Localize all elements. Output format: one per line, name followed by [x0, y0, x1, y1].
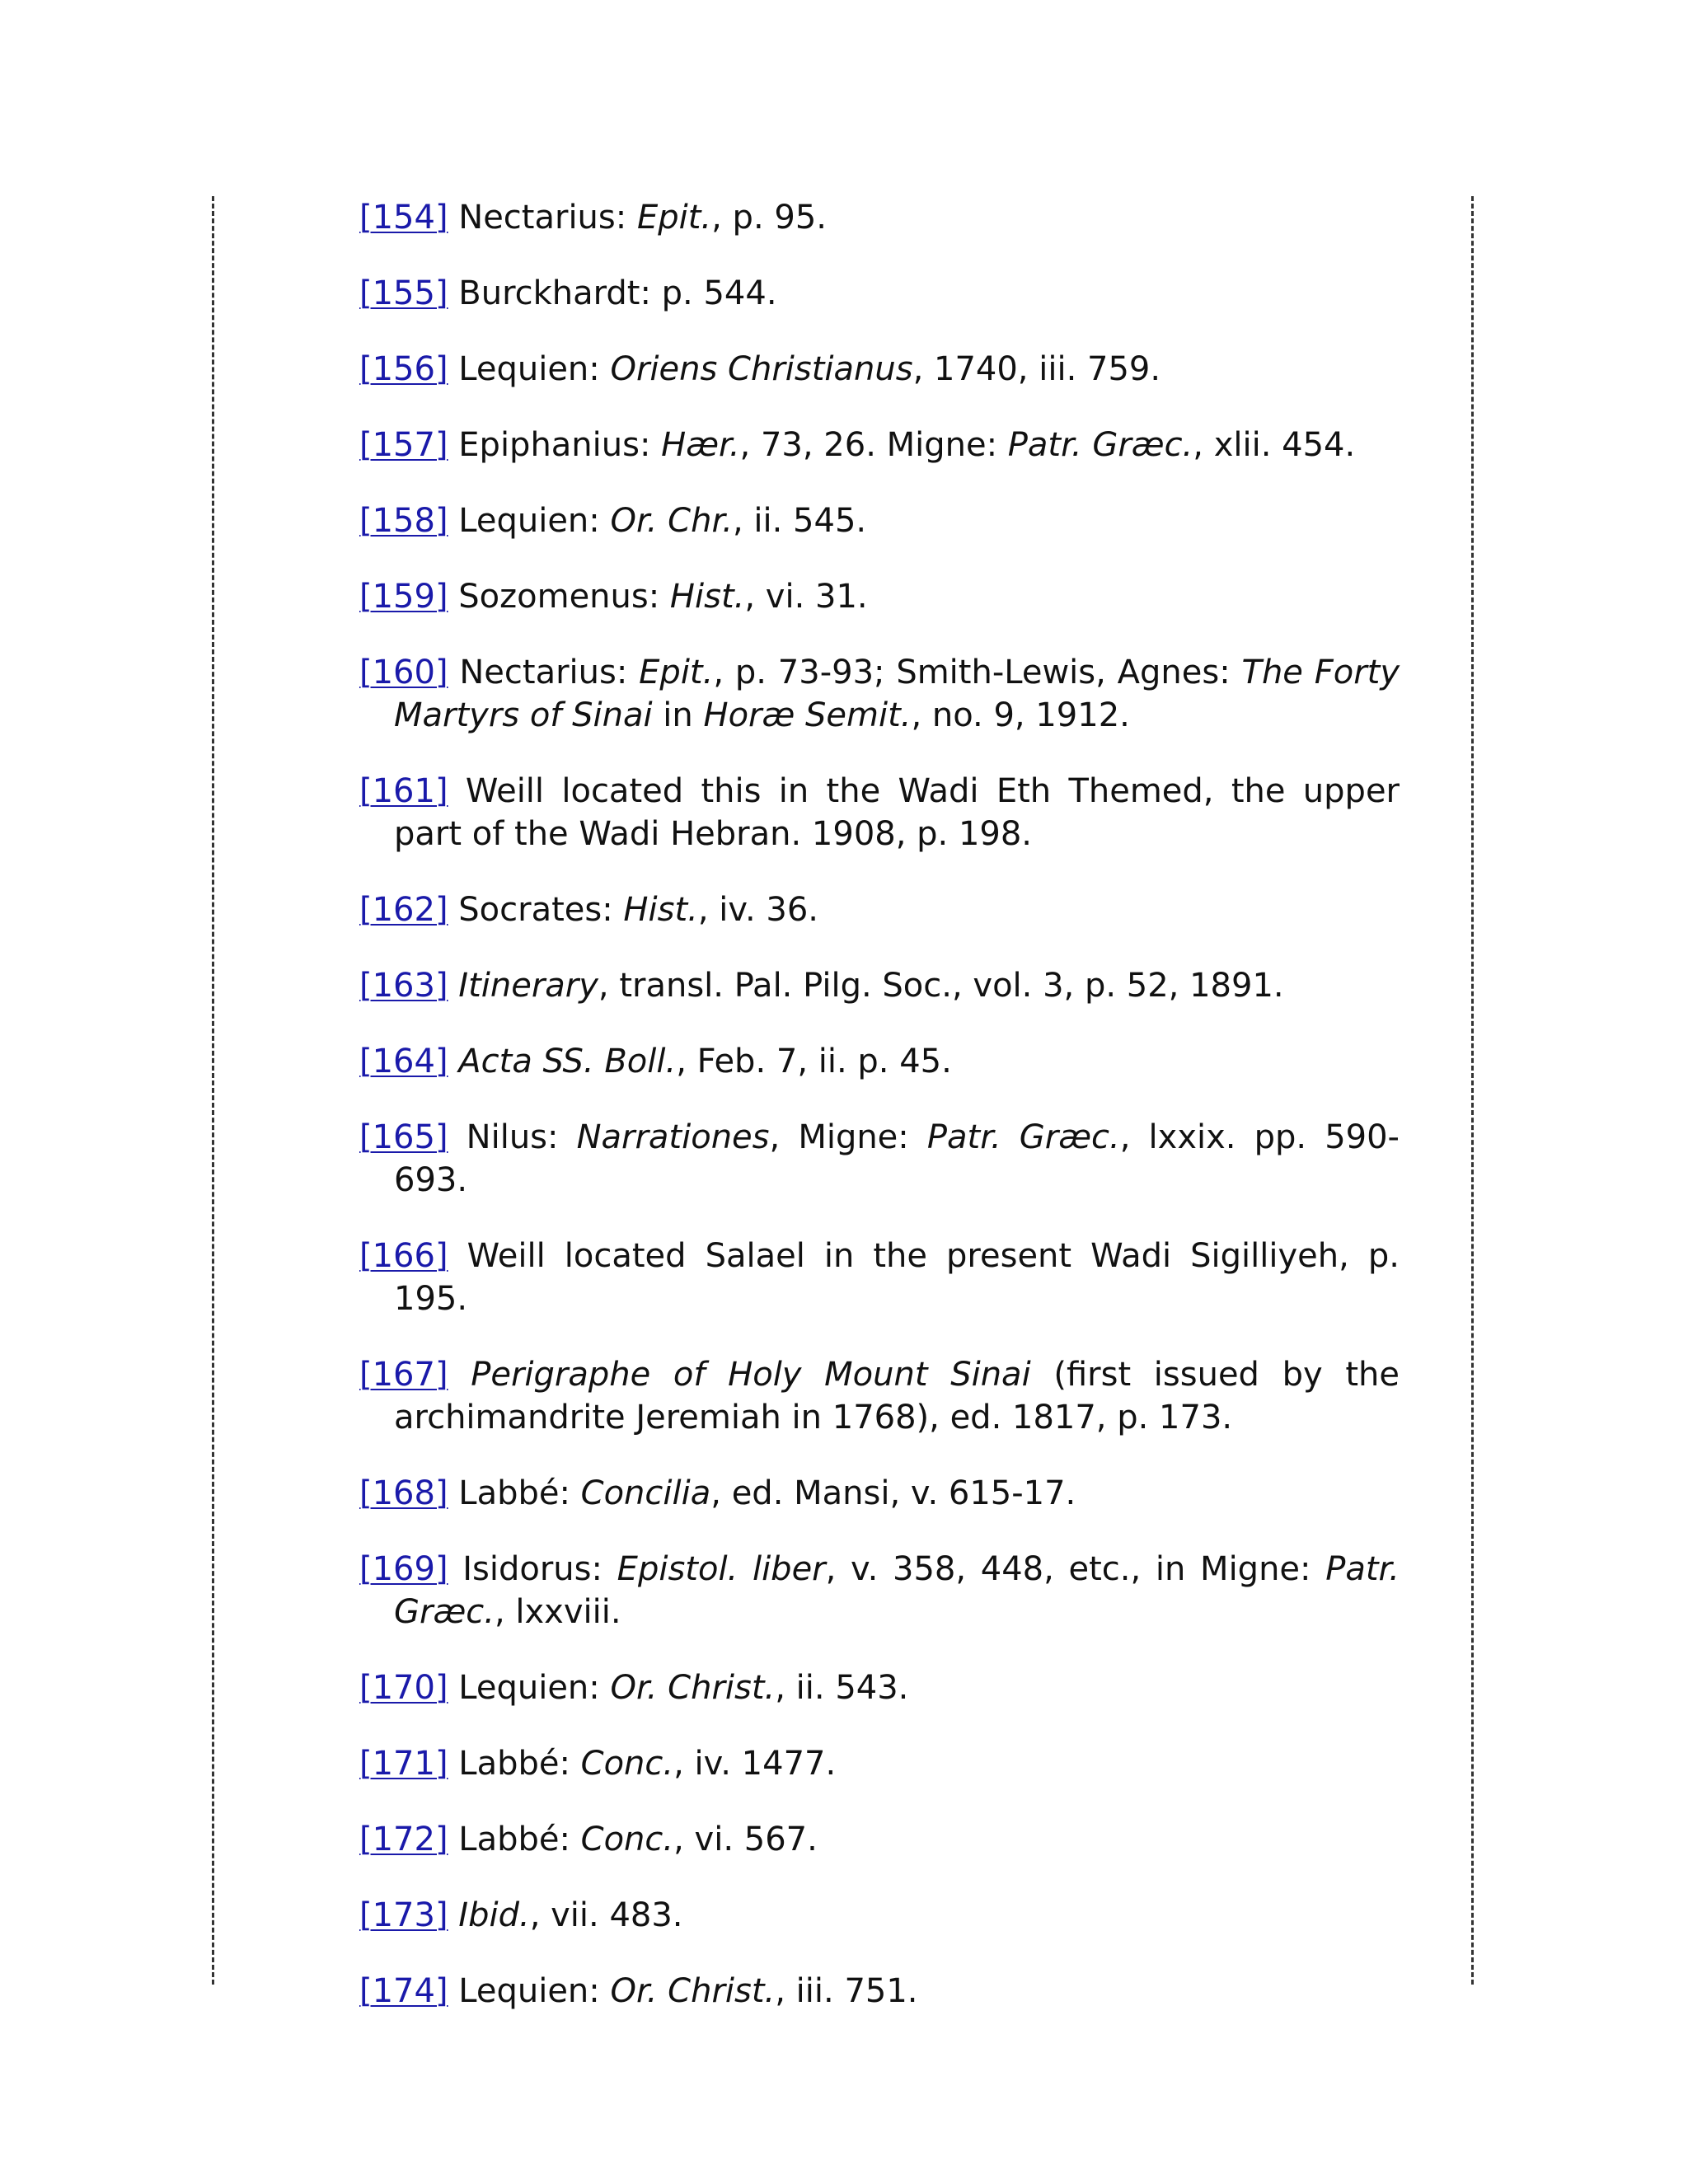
footnote-item [359, 888, 1400, 931]
footnote-text: , 1740, iii. 759. [912, 350, 1161, 388]
footnote-item [359, 499, 1400, 542]
footnote-ref-link[interactable]: [156] [359, 350, 448, 388]
footnote-ref-link[interactable]: [168] [359, 1474, 448, 1512]
footnote-ref-link[interactable]: [169] [359, 1550, 448, 1588]
footnote-italic-title: Hist. [623, 891, 698, 929]
footnote-italic-title: Conc. [580, 1745, 674, 1783]
footnote-text: Weill located this in the Wadi Eth Themed, the upper part of the Wadi Hebran. 1908, p. 198. [394, 772, 1400, 853]
footnote-ref-link[interactable]: [157] [359, 426, 448, 464]
footnote-text: Labbé: [448, 1821, 581, 1858]
right-margin-rule [1471, 196, 1474, 1985]
footnote-ref-link[interactable]: [165] [359, 1118, 448, 1156]
footnote-ref-link[interactable]: [160] [359, 654, 448, 691]
footnote-italic-title: Hær. [661, 426, 740, 464]
footnote-text: , iii. 751. [775, 1972, 918, 2010]
footnote-text: in [652, 696, 704, 734]
footnote-ref-link[interactable]: [173] [359, 1896, 448, 1934]
footnote-text: , iv. 1477. [673, 1745, 837, 1783]
footnote-text: Burckhardt: p. 544. [448, 274, 777, 312]
footnote-text: , Migne: [769, 1118, 927, 1156]
footnote-list [359, 196, 1400, 2013]
footnote-italic-title: Epistol. liber [617, 1550, 826, 1588]
footnote-italic-title: Epit. [636, 199, 712, 237]
footnote-ref-link[interactable]: [158] [359, 502, 448, 540]
footnote-text: , ii. 543. [775, 1669, 909, 1707]
footnote-italic-title: The Forty Martyrs of Sinai [394, 654, 1400, 734]
footnote-item [359, 1472, 1400, 1515]
footnote-text: , vi. 31. [744, 578, 868, 616]
footnote-text: , lxxviii. [494, 1593, 621, 1631]
footnote-italic-title: Patr. Græc. [926, 1118, 1120, 1156]
footnote-text: Isidorus: [448, 1550, 617, 1588]
footnote-ref-link[interactable]: [171] [359, 1745, 448, 1783]
footnote-text: Lequien: [448, 1669, 611, 1707]
footnote-text [448, 967, 459, 1005]
footnote-item [359, 424, 1400, 466]
footnote-text [448, 1896, 459, 1934]
footnote-item [359, 575, 1400, 618]
footnote-text: , ed. Mansi, v. 615-17. [710, 1474, 1076, 1512]
footnote-text: , 73, 26. Migne: [739, 426, 1008, 464]
footnote-text: , vi. 567. [673, 1821, 818, 1858]
footnote-text: , lxxix. pp. 590-693. [394, 1118, 1400, 1199]
footnote-ref-link[interactable]: [161] [359, 772, 448, 810]
footnote-text: , vii. 483. [529, 1896, 683, 1934]
footnote-text: , ii. 545. [732, 502, 867, 540]
footnote-item [359, 272, 1400, 315]
footnote-text [448, 1356, 471, 1394]
footnote-text: Labbé: [448, 1745, 581, 1783]
footnote-ref-link[interactable]: [167] [359, 1356, 448, 1394]
footnote-text: Lequien: [448, 1972, 611, 2010]
footnote-italic-title: Conc. [580, 1821, 674, 1858]
footnote-text: Socrates: [448, 891, 624, 929]
footnote-italic-title: Perigraphe of Holy Mount Sinai [471, 1356, 1031, 1394]
footnote-ref-link[interactable]: [166] [359, 1237, 448, 1275]
footnote-text: Nilus: [448, 1118, 577, 1156]
footnote-text: , transl. Pal. Pilg. Soc., vol. 3, p. 52, 1891. [598, 967, 1284, 1005]
footnote-italic-title: Or. Christ. [610, 1972, 776, 2010]
footnote-text: Weill located Salael in the present Wadi Sigilliyeh, p. 195. [394, 1237, 1400, 1318]
footnote-text: Nectarius: [448, 199, 637, 237]
footnote-text: Epiphanius: [448, 426, 662, 464]
footnote-ref-link[interactable]: [172] [359, 1821, 448, 1858]
footnote-text: Lequien: [448, 350, 611, 388]
footnote-item [359, 1970, 1400, 2013]
footnote-ref-link[interactable]: [170] [359, 1669, 448, 1707]
footnote-text: , xlii. 454. [1193, 426, 1356, 464]
footnote-item [359, 1353, 1400, 1439]
footnote-item [359, 348, 1400, 391]
footnote-text: Lequien: [448, 502, 611, 540]
footnote-item [359, 1548, 1400, 1633]
footnote-item [359, 1235, 1400, 1320]
footnote-item [359, 770, 1400, 855]
footnote-italic-title: Or. Chr. [610, 502, 733, 540]
footnote-italic-title: Acta SS. Boll. [458, 1043, 677, 1080]
footnote-item [359, 1742, 1400, 1785]
left-margin-rule [212, 196, 214, 1985]
footnote-text: , p. 95. [711, 199, 827, 237]
footnote-ref-link[interactable]: [159] [359, 578, 448, 616]
footnote-item [359, 196, 1400, 239]
footnote-item [359, 1116, 1400, 1202]
footnote-text [448, 1043, 459, 1080]
footnote-italic-title: Patr. Græc. [394, 1550, 1400, 1631]
footnote-item [359, 964, 1400, 1007]
footnote-italic-title: Horæ Semit. [703, 696, 912, 734]
footnote-ref-link[interactable]: [174] [359, 1972, 448, 2010]
footnote-italic-title: Oriens Christianus [610, 350, 913, 388]
footnote-text: , v. 358, 448, etc., in Migne: [825, 1550, 1326, 1588]
footnote-item [359, 1818, 1400, 1861]
footnote-italic-title: Patr. Græc. [1007, 426, 1193, 464]
footnote-text: , Feb. 7, ii. p. 45. [676, 1043, 952, 1080]
footnote-ref-link[interactable]: [163] [359, 967, 448, 1005]
footnote-ref-link[interactable]: [155] [359, 274, 448, 312]
footnote-text: , no. 9, 1912. [911, 696, 1130, 734]
footnote-text: (first issued by the archimandrite Jeremiah in 1768), ed. 1817, p. 173. [394, 1356, 1400, 1436]
footnote-text: , iv. 36. [697, 891, 819, 929]
footnote-italic-title: Or. Christ. [610, 1669, 776, 1707]
footnote-italic-title: Itinerary [458, 967, 598, 1005]
footnote-italic-title: Ibid. [458, 1896, 530, 1934]
footnote-text: Sozomenus: [448, 578, 670, 616]
footnote-ref-link[interactable]: [164] [359, 1043, 448, 1080]
footnote-ref-link[interactable]: [162] [359, 891, 448, 929]
footnote-italic-title: Concilia [580, 1474, 711, 1512]
footnote-item [359, 651, 1400, 737]
footnote-text: Labbé: [448, 1474, 581, 1512]
footnote-italic-title: Hist. [669, 578, 745, 616]
footnote-item [359, 1894, 1400, 1937]
footnote-item [359, 1666, 1400, 1709]
footnote-text: , p. 73-93; Smith-Lewis, Agnes: [713, 654, 1242, 691]
footnote-ref-link[interactable]: [154] [359, 199, 448, 237]
footnote-item [359, 1040, 1400, 1083]
footnote-italic-title: Narrationes [576, 1118, 770, 1156]
footnote-italic-title: Epit. [639, 654, 714, 691]
footnote-text: Nectarius: [448, 654, 640, 691]
